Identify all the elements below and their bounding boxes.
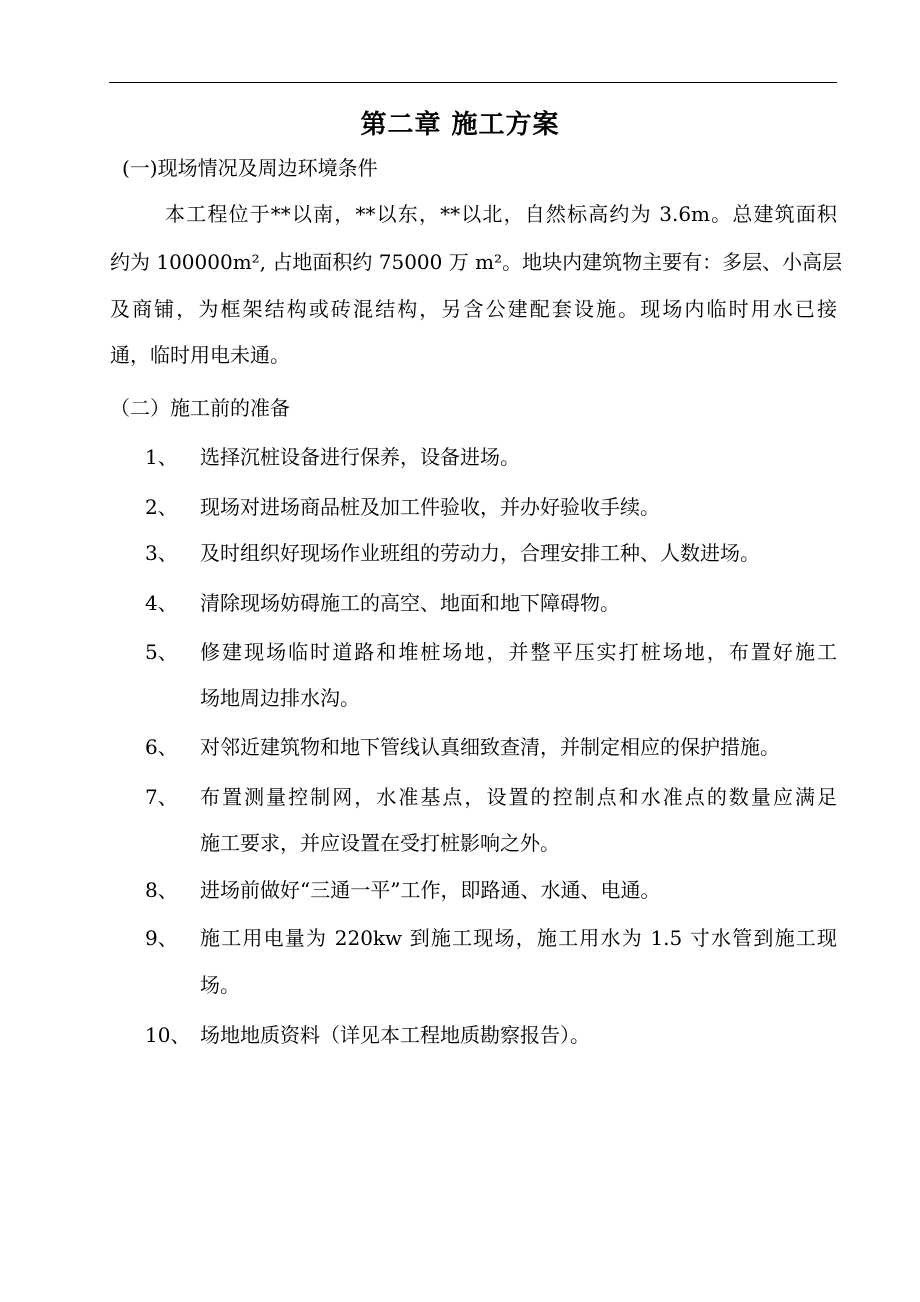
item-text: 修建现场临时道路和堆桩场地，并整平压实打桩场地，布置好施工	[200, 640, 837, 664]
item-text: 清除现场妨碍施工的高空、地面和地下障碍物。	[200, 591, 620, 615]
item-text: 施工用电量为 220kw 到施工现场，施工用水为 1.5 寸水管到施工现	[200, 926, 837, 950]
item-number: 5、	[145, 640, 178, 664]
item-text: 及时组织好现场作业班组的劳动力，合理安排工种、人数进场。	[200, 541, 760, 565]
item-text: 布置测量控制网，水准基点，设置的控制点和水准点的数量应满足	[200, 785, 837, 809]
chapter-title: 第二章 施工方案	[360, 110, 560, 140]
item-text: 场地地质资料（详见本工程地质勘察报告）。	[200, 1023, 590, 1047]
item-text: 进场前做好“三通一平”工作，即路通、水通、电通。	[200, 878, 661, 902]
item-number: 3、	[145, 541, 178, 565]
item-text: 现场对进场商品桩及加工件验收，并办好验收手续。	[200, 495, 660, 519]
paragraph-line: 约为 100000m², 占地面积约 75000 万 m²。地块内建筑物主要有：多层、小高层	[110, 250, 843, 274]
item-number: 7、	[145, 785, 178, 809]
section-heading-1: (一)现场情况及周边环境条件	[122, 156, 378, 180]
item-text: 场。	[200, 973, 240, 997]
item-number: 2、	[145, 495, 178, 519]
item-text: 场地周边排水沟。	[200, 686, 360, 710]
paragraph-line: 通，临时用电未通。	[110, 343, 290, 367]
item-number: 9、	[145, 926, 178, 950]
item-text: 选择沉桩设备进行保养，设备进场。	[200, 445, 520, 469]
item-number: 4、	[145, 591, 178, 615]
item-number: 1、	[145, 445, 178, 469]
header-rule	[109, 82, 837, 83]
paragraph-line: 及商铺，为框架结构或砖混结构，另含公建配套设施。现场内临时用水已接	[110, 297, 837, 321]
item-number: 6、	[145, 735, 178, 759]
paragraph-line: 本工程位于**以南，**以东，**以北，自然标高约为 3.6m。总建筑面积	[165, 202, 837, 226]
item-number: 10、	[145, 1023, 191, 1047]
section-heading-2: （二）施工前的准备	[110, 396, 290, 420]
item-text: 对邻近建筑物和地下管线认真细致查清，并制定相应的保护措施。	[200, 735, 780, 759]
item-number: 8、	[145, 878, 178, 902]
item-text: 施工要求，并应设置在受打桩影响之外。	[200, 831, 560, 855]
